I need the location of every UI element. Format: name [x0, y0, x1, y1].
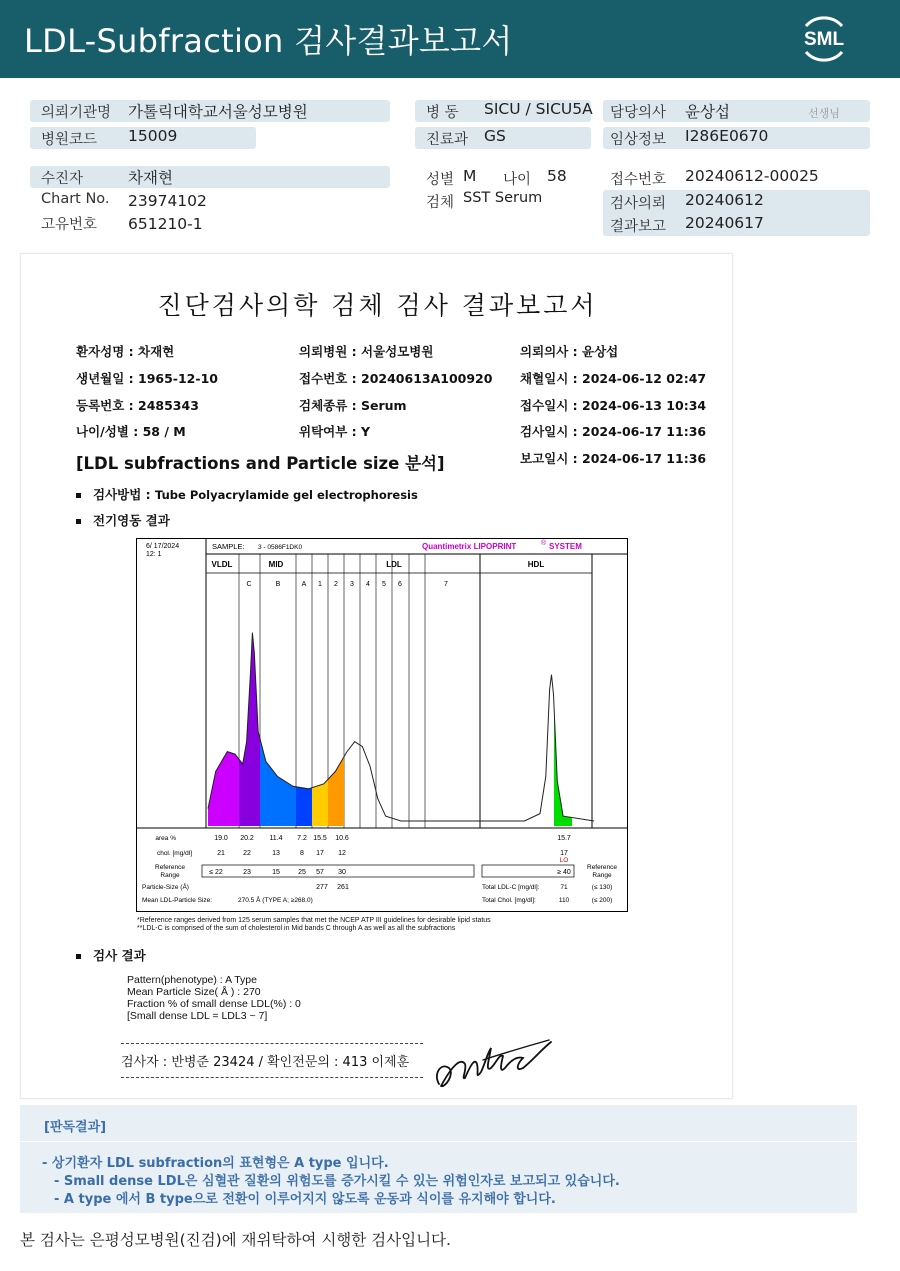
particle-size-value: 261: [337, 884, 349, 891]
area-value: 15.5: [313, 835, 327, 842]
ref-value: 23: [243, 869, 251, 876]
area-value: 10.6: [335, 835, 349, 842]
report-header: [0, 0, 900, 78]
specimen-type-field: 검체종류 : Serum: [299, 398, 407, 413]
chart-time: 12: 1: [146, 551, 162, 558]
band-group-label: MID: [268, 560, 284, 569]
dept-value: GS: [484, 127, 506, 145]
blood-time-field: 채혈일시 : 2024-06-12 02:47: [520, 371, 707, 386]
report-time-field: 보고일시 : 2024-06-17 11:36: [520, 451, 707, 466]
patient-name-field: 환자성명 : 차재현: [76, 344, 175, 359]
receipt-value: 20240612-00025: [685, 167, 819, 185]
receipt-label: 접수번호: [610, 172, 667, 188]
mean-ldl-value: 270.5 Å (TYPE A; ≥268.0): [238, 897, 313, 904]
page-title: LDL-Subfraction 검사결과보고서: [24, 22, 513, 60]
footer-note: 본 검사는 은평성모병원(진검)에 재위탁하여 시행한 검사입니다.: [20, 1231, 451, 1249]
patient-value: 차재현: [128, 169, 173, 187]
judgment-line-3: - A type 에서 B type으로 전환이 이루어지지 않도록 운동과 식이를 유지해야 합니다.: [54, 1192, 556, 1207]
result-line: [Small dense LDL = LDL3 ~ 7]: [127, 1010, 268, 1022]
specimen-label: 검체: [426, 195, 455, 211]
band-label: C: [246, 581, 252, 588]
total-ldl-ref: (≤ 130): [591, 884, 613, 891]
result-line: Pattern(phenotype) : A Type: [127, 974, 257, 986]
total-chol-ref: (≤ 200): [591, 897, 613, 904]
chol-value: 17: [560, 850, 568, 857]
electrophoresis-chart: [136, 538, 630, 913]
ward-label: 병 동: [426, 105, 459, 121]
patient-row-bg: [30, 166, 390, 188]
chol-row-label: chol. [mg/dl]: [156, 850, 192, 857]
doctor-suffix: 선생님: [808, 107, 840, 120]
ref-label-left: Reference: [155, 864, 185, 871]
result-line: Mean Particle Size( Å ) : 270: [127, 986, 261, 998]
doctor-value: 윤상섭: [685, 103, 730, 121]
signer-line: 검사자 : 반병준 23424 / 확인전문의 : 413 이제훈: [121, 1055, 410, 1070]
method-bullet: [76, 485, 418, 503]
total-chol-label: Total Chol. [mg/dl]:: [482, 897, 536, 904]
judgment-box: [20, 1105, 857, 1213]
chol-value: 21: [217, 850, 225, 857]
exam-time-field: 검사일시 : 2024-06-17 11:36: [520, 424, 707, 439]
unique-no-value: 651210-1: [128, 215, 203, 233]
ref-label-right: Reference: [587, 864, 617, 871]
unique-no-label: 고유번호: [41, 217, 98, 233]
band-label: 2: [334, 581, 338, 588]
dept-label: 진료과: [426, 132, 469, 148]
band-label: 4: [366, 581, 370, 588]
report-title: 진단검사의학 검체 검사 결과보고서: [157, 291, 598, 320]
electro-label: 전기영동 결과: [93, 513, 170, 528]
report-label: 결과보고: [610, 219, 667, 235]
age-value: 58: [547, 167, 567, 185]
report-paper: [20, 253, 733, 1099]
receipt-time-field: 접수일시 : 2024-06-13 10:34: [520, 398, 707, 413]
hdl-lo-flag: LO: [559, 857, 569, 864]
ref-value: ≤ 22: [209, 869, 223, 876]
signature-image: [431, 1034, 556, 1094]
sex-value: M: [463, 167, 477, 185]
clinical-value: I286E0670: [685, 127, 769, 145]
section-title: [LDL subfractions and Particle size 분석]: [76, 454, 445, 473]
chart-no-label: Chart No.: [41, 191, 110, 207]
band-label: 7: [444, 581, 448, 588]
mean-ldl-label: Mean LDL-Particle Size:: [142, 897, 213, 904]
area-value: 20.2: [240, 835, 254, 842]
band-group-label: VLDL: [211, 560, 233, 569]
result-lines: [127, 974, 301, 1022]
band-label: A: [301, 581, 307, 588]
birth-field: 생년월일 : 1965-12-10: [76, 371, 218, 386]
divider-bottom: [121, 1077, 423, 1078]
footnote-2: **LDL-C is comprised of the sum of cholesterol in Mid bands C through A as well as all the subfractions: [137, 925, 456, 932]
ref-value: ≥ 40: [557, 869, 571, 876]
area-value: 7.2: [297, 835, 307, 842]
method-label: 검사방법 :: [93, 487, 151, 502]
chol-value: 12: [338, 850, 346, 857]
doctor-label: 담당의사: [610, 105, 667, 121]
electro-bullet: [76, 511, 170, 529]
mid-a-fill: [296, 787, 312, 826]
institution-value: 가톨릭대학교서울성모병원: [128, 103, 308, 121]
request-label: 검사의뢰: [610, 196, 667, 212]
result-bullet: [76, 946, 146, 964]
sample-label: SAMPLE:: [212, 542, 245, 551]
band-label: 1: [318, 581, 322, 588]
institution-label: 의뢰기관명: [41, 105, 112, 121]
judgment-line-2: - Small dense LDL은 심혈관 질환의 위험도를 증가시킬 수 있는 위험인자로 보고되고 있습니다.: [54, 1174, 620, 1189]
chart-date: 6/ 17/2024: [146, 543, 180, 550]
ref-value: 15: [272, 869, 280, 876]
ref-label-right-2: Range: [592, 872, 612, 879]
result-line: Fraction % of small dense LDL(%) : 0: [127, 998, 301, 1010]
ref-value: 25: [298, 869, 306, 876]
ward-value: SICU / SICU5A: [484, 100, 593, 118]
req-doctor-field: 의뢰의사 : 윤상섭: [520, 344, 619, 359]
sex-label: 성별: [426, 172, 455, 188]
band-label: 5: [382, 581, 386, 588]
particle-size-label: Particle-Size (Å): [142, 884, 189, 891]
band-label: B: [275, 581, 281, 588]
sml-logo: [796, 12, 852, 66]
ref-value: 57: [316, 869, 324, 876]
brand-suffix: SYSTEM: [549, 542, 582, 551]
total-ldl-label: Total LDL-C [mg/dl]:: [482, 884, 540, 891]
chol-value: 13: [272, 850, 280, 857]
hospital-code-value: 15009: [128, 127, 178, 145]
clinical-label: 임상정보: [610, 132, 667, 148]
reg-no-field: 등록번호 : 2485343: [76, 398, 199, 413]
band-label: 3: [350, 581, 354, 588]
outsourced-field: 위탁여부 : Y: [299, 424, 371, 439]
age-label: 나이: [503, 172, 532, 188]
divider-top: [121, 1043, 423, 1044]
chol-value: 8: [300, 850, 304, 857]
judgment-header: [20, 1105, 857, 1142]
chart-no-value: 23974102: [128, 192, 207, 210]
particle-size-value: 277: [316, 884, 328, 891]
result-label: 검사 결과: [93, 948, 146, 963]
area-value: 19.0: [214, 835, 228, 842]
chart-brand: Quantimetrix LIPOPRINT: [422, 542, 517, 551]
specimen-value: SST Serum: [463, 190, 543, 206]
logo-text: SML: [803, 29, 845, 50]
method-value: Tube Polyacrylamide gel electrophoresis: [155, 488, 418, 502]
patient-label: 수진자: [41, 171, 84, 187]
hospital-code-label: 병원코드: [41, 132, 98, 148]
req-hospital-field: 의뢰병원 : 서울성모병원: [299, 344, 434, 359]
chol-value: 22: [243, 850, 251, 857]
area-value: 11.4: [269, 835, 283, 842]
judgment-line-1: - 상기환자 LDL subfraction의 표현형은 A type 입니다.: [42, 1156, 389, 1171]
ref-label-left-2: Range: [160, 872, 180, 879]
ref-value: 30: [338, 869, 346, 876]
age-sex-field: 나이/성별 : 58 / M: [76, 424, 186, 439]
band-group-label: HDL: [527, 560, 545, 569]
judgment-title: [판독결과]: [44, 1120, 107, 1135]
band-label: 6: [398, 581, 402, 588]
request-value: 20240612: [685, 191, 764, 209]
band-group-label: LDL: [386, 560, 402, 569]
report-value: 20240617: [685, 214, 764, 232]
area-row-label: area %: [155, 835, 176, 842]
receipt-no-field: 접수번호 : 20240613A100920: [299, 371, 493, 386]
area-value: 15.7: [557, 835, 571, 842]
chol-value: 17: [316, 850, 324, 857]
total-chol-value: 110: [558, 897, 570, 904]
chart-footnotes: [137, 917, 491, 933]
registered-mark: ®: [541, 540, 547, 547]
footnote-1: *Reference ranges derived from 125 serum samples that met the NCEP ATP III guidelines for desirable lipid status: [137, 917, 491, 924]
total-ldl-value: 71: [560, 884, 568, 891]
sample-id: 3 - 0586F1DK0: [258, 544, 303, 551]
